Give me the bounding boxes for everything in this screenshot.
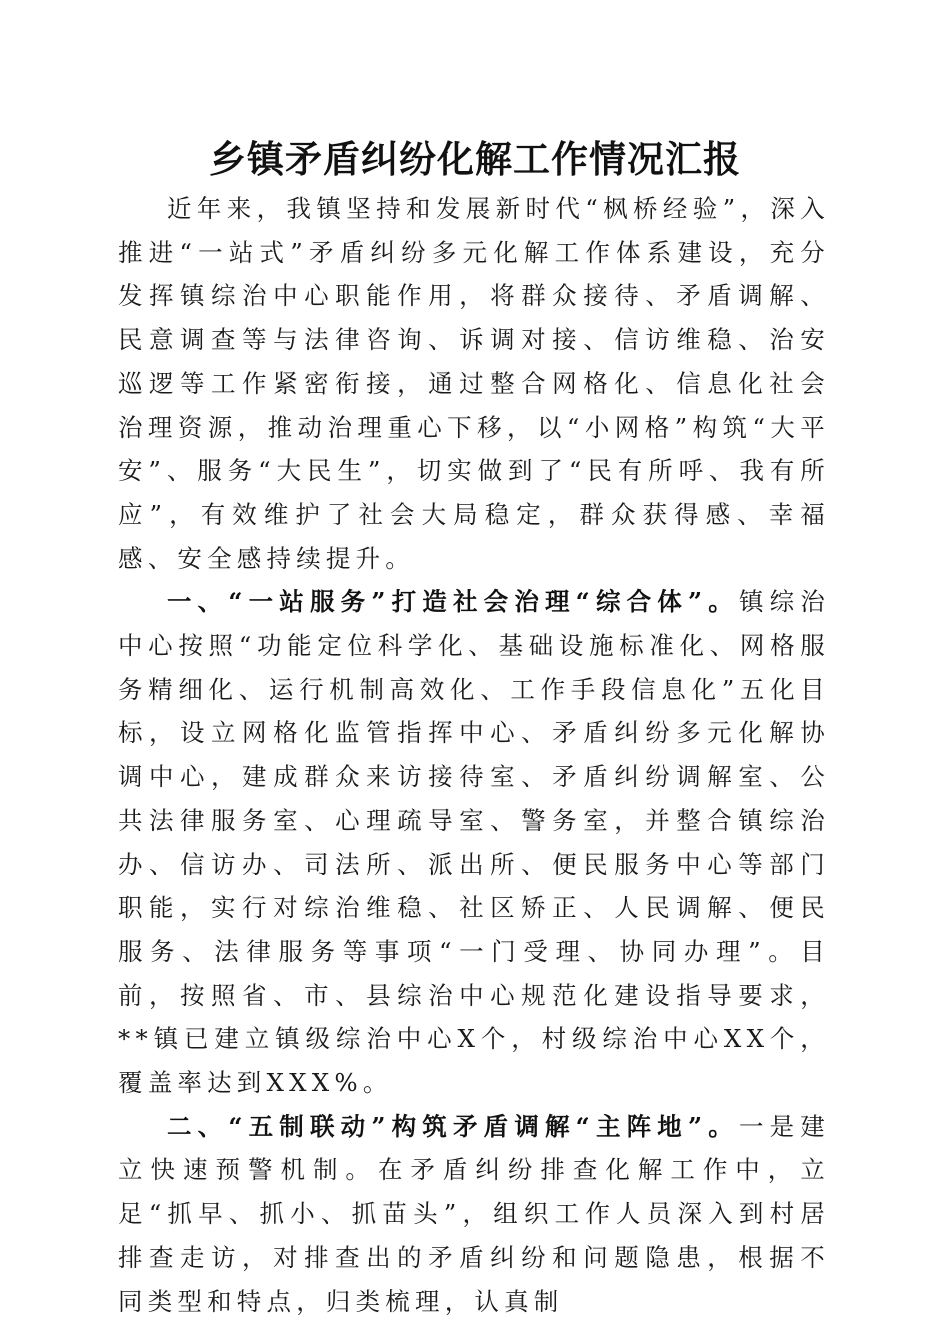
intro-paragraph: 近年来，我镇坚持和发展新时代“枫桥经验”，深入推进“一站式”矛盾纠纷多元化解工作体系建设，充分发挥镇综治中心职能作用，将群众接待、矛盾调解、民意调查等与法律咨询、诉调对接、信访维稳、治安巡逻等工作紧密衔接，通过整合网格化、信息化社会治理资源，推动治理重心下移，以“小网格”构筑“大平安”、服务“大民生”，切实做到了“民有所呼、我有所应”，有效维护了社会大局稳定，群众获得感、幸福感、安全感持续提升。 bbox=[118, 194, 830, 573]
section-2-body: 一是建立快速预警机制。在矛盾纠纷排查化解工作中，立足“抓早、抓小、抓苗头”，组织工作人员深入到村居排查走访，对排查出的矛盾纠纷和问题隐患，根据不同类型和特点，归类梳理，认真制 bbox=[118, 1111, 830, 1316]
section-1-body: 镇综治中心按照“功能定位科学化、基础设施标准化、网格服务精细化、运行机制高效化、工作手段信息化”五化目标，设立网格化监管指挥中心、矛盾纠纷多元化解协调中心，建成群众来访接待室、矛盾纠纷调解室、公共法律服务室、心理疏导室、警务室，并整合镇综治办、信访办、司法所、派出所、便民服务中心等部门职能，实行对综治维稳、社区矫正、人民调解、便民服务、法律服务等事项“一门受理、协同办理”。目前，按照省、市、县综治中心规范化建设指导要求，**镇已建立镇级综治中心X个，村级综治中心XX个，覆盖率达到XXX%。 bbox=[118, 587, 830, 1098]
section-1-paragraph bbox=[118, 580, 830, 1104]
document-title: 乡镇矛盾纠纷化解工作情况汇报 bbox=[209, 137, 741, 181]
section-1-heading: 一、“一站服务”打造社会治理“综合体”。 bbox=[167, 587, 739, 617]
document-body bbox=[118, 187, 830, 1323]
section-2-paragraph bbox=[118, 1105, 830, 1324]
section-2-heading: 二、“五制联动”构筑矛盾调解“主阵地”。 bbox=[167, 1111, 739, 1141]
